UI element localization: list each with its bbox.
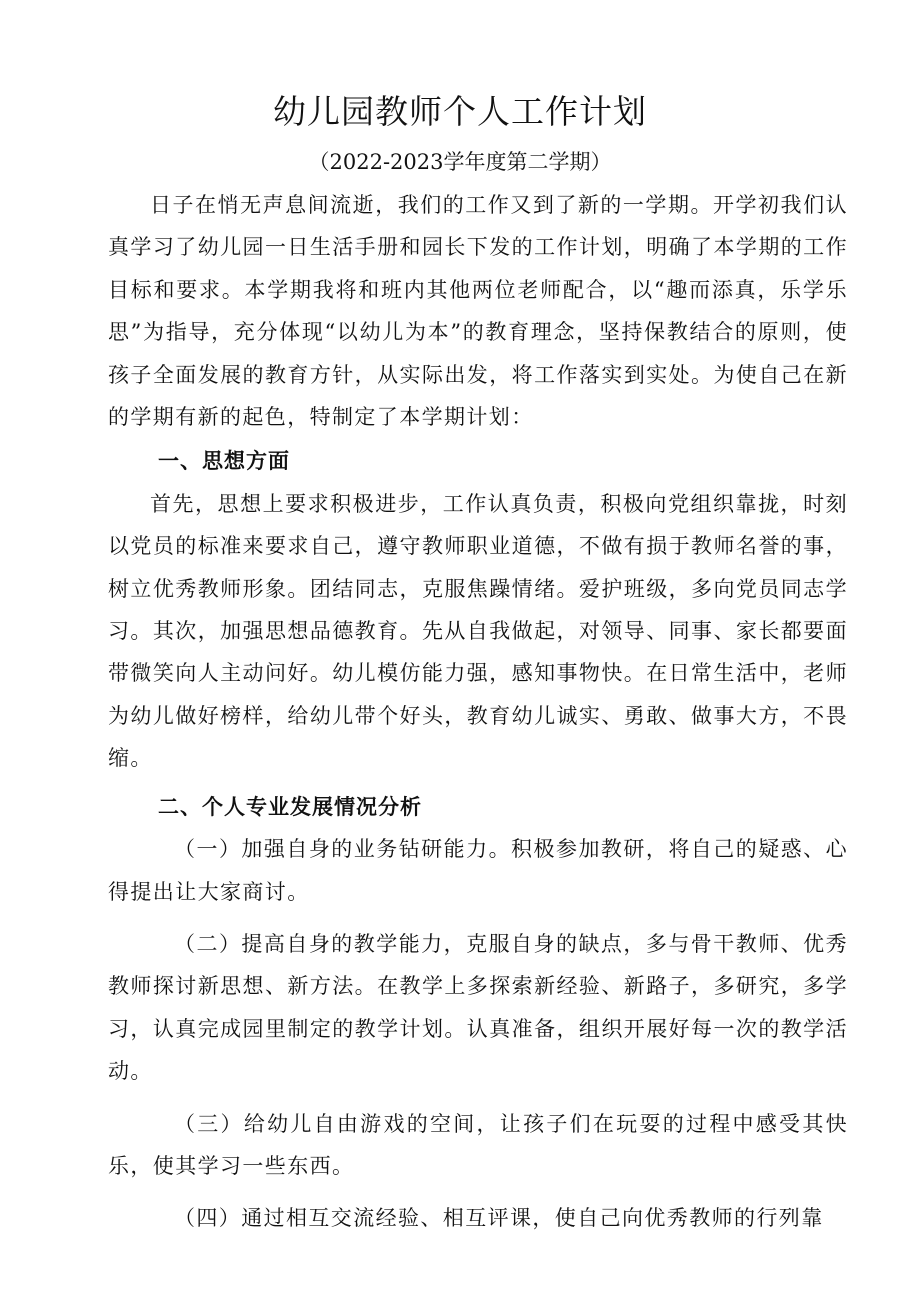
section-heading-thought: 一、思想方面 — [158, 449, 290, 474]
list-item: （三）给幼儿自由游戏的空间，让孩子们在玩耍的过程中感受其快乐，使其学习一些东西。 — [108, 1111, 848, 1178]
document-title: 幼儿园教师个人工作计划 — [273, 92, 647, 131]
document-body — [108, 184, 848, 1240]
section-paragraph-thought: 首先，思想上要求积极进步，工作认真负责，积极向党组织靠拢，时刻以党员的标准来要求自己，遵守教师职业道德，不做有损于教师名誉的事，树立优秀教师形象。团结同志，克服焦躁情绪。爱护班级，多向党员同志学习。其次，加强思想品德教育。先从自我做起，对领导、同事、家长都要面带微笑向人主动问好。幼儿模仿能力强，感知事物快。在日常生活中，老师为幼儿做好榜样，给幼儿带个好头，教育幼儿诚实、勇敢、做事大方，不畏缩。 — [108, 491, 848, 771]
list-item: （一）加强自身的业务钻研能力。积极参加教研，将自己的疑惑、心得提出让大家商讨。 — [108, 837, 848, 904]
document-subtitle: （2022-2023学年度第二学期） — [308, 150, 612, 174]
list-item: （二）提高自身的教学能力，克服自身的缺点，多与骨干教师、优秀教师探讨新思想、新方法。在教学上多探索新经验、新路子，多研究，多学习，认真完成园里制定的教学计划。认真准备，组织开展好每一次的教学活动。 — [108, 931, 848, 1084]
section-heading-professional: 二、个人专业发展情况分析 — [158, 794, 422, 819]
intro-paragraph: 日子在悄无声息间流逝，我们的工作又到了新的一学期。开学初我们认真学习了幼儿园一日生活手册和园长下发的工作计划，明确了本学期的工作目标和要求。本学期我将和班内其他两位老师配合，以“趣而添真，乐学乐思”为指导，充分体现“以幼儿为本”的教育理念，坚持保教结合的原则，使孩子全面发展的教育方针，从实际出发，将工作落实到实处。为使自己在新的学期有新的起色，特制定了本学期计划： — [108, 193, 848, 430]
list-item: （四）通过相互交流经验、相互评课，使自己向优秀教师的行列靠 — [174, 1206, 824, 1231]
